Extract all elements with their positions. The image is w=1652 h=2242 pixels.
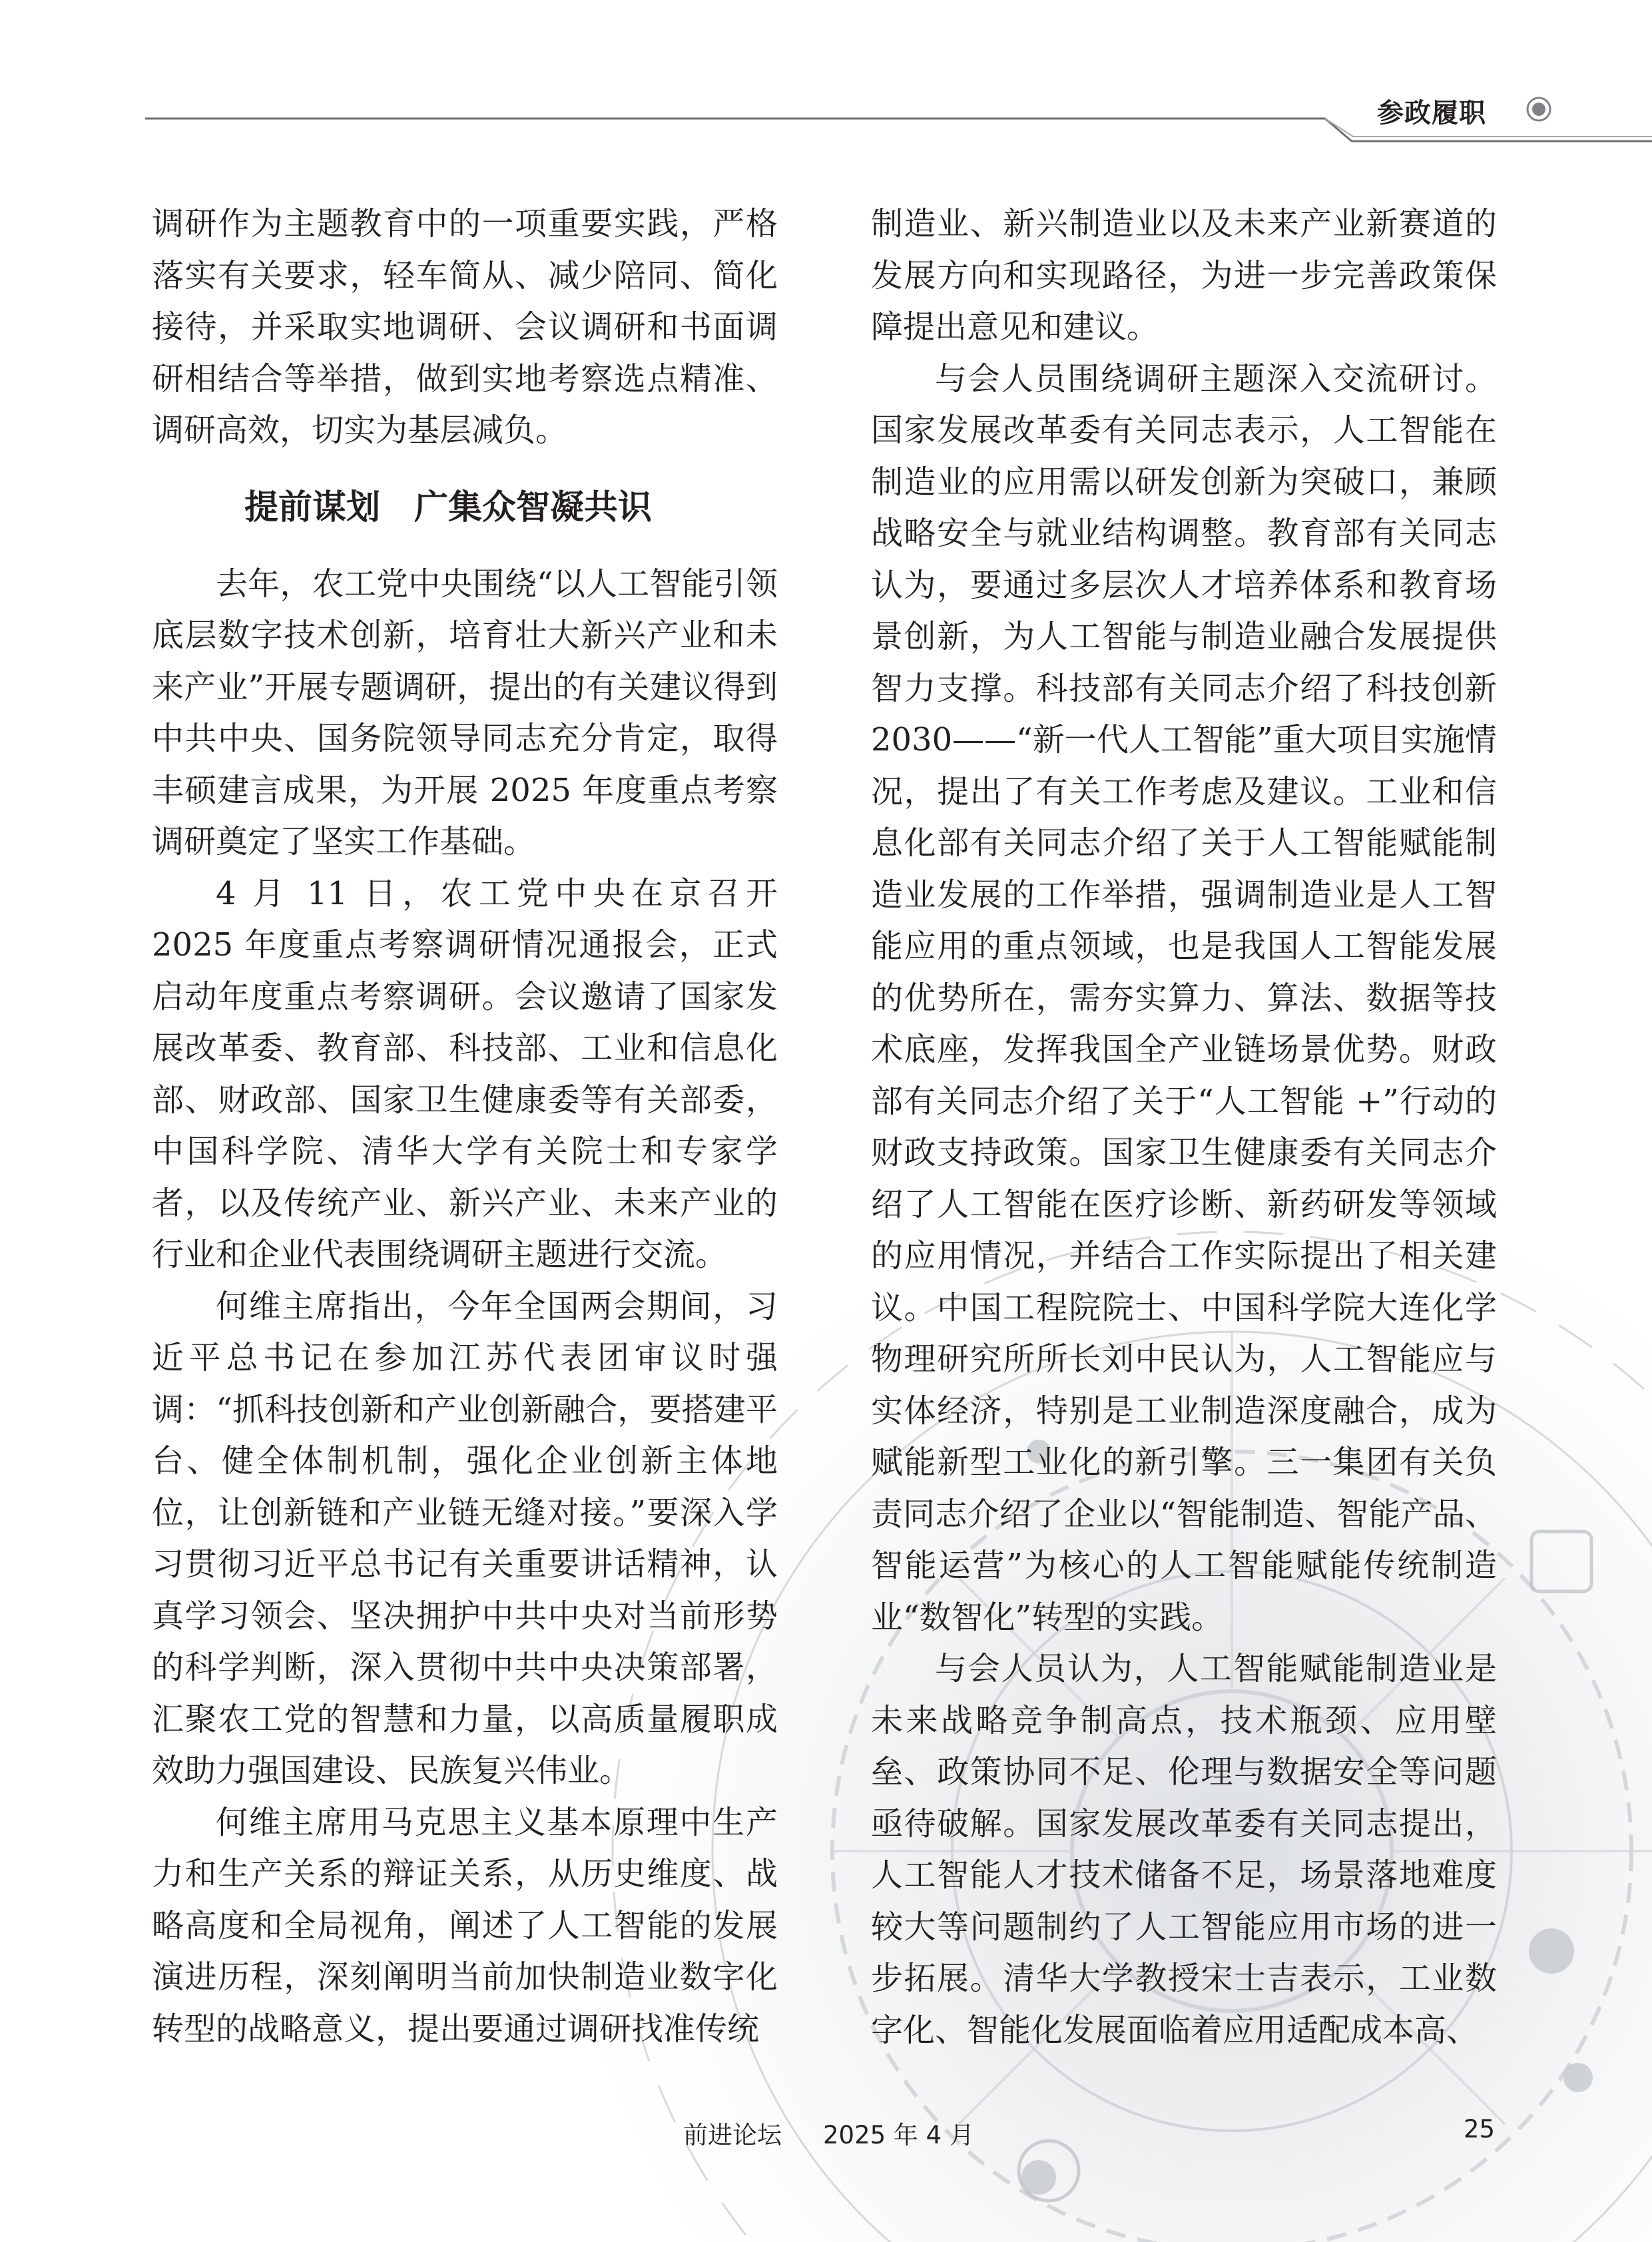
paragraph-continued: 制造业、新兴制造业以及未来产业新赛道的发展方向和实现路径，为进一步完善政策保障提出意见和建议。 [871,205,1497,346]
paragraph: 何维主席用马克思主义基本原理中生产力和生产关系的辩证关系，从历史维度、战略高度和全局视角，阐述了人工智能的发展演进历程，深刻阐明当前加快制造业数字化转型的战略意义，提出要通过调研找准传统 [152,1803,778,2048]
header-rule [0,0,1652,173]
page-number: 25 [1464,2115,1496,2143]
left-column [152,198,778,2055]
target-circle-icon [1525,96,1552,123]
paragraph: 何维主席指出，今年全国两会期间，习近平总书记在参加江苏代表团审议时强调：“抓科技创新和产业创新融合，要搭建平台、健全体制机制，强化企业创新主体地位，让创新链和产业链无缝对接。”要深入学习贯彻习近平总书记有关重要讲话精神，认真学习领会、坚决拥护中共中央对当前形势的科学判断，深入贯彻中共中央决策部署，汇聚农工党的智慧和力量，以高质量履职成效助力强国建设、民族复兴伟业。 [152,1287,778,1789]
paragraph: 与会人员围绕调研主题深入交流研讨。国家发展改革委有关同志表示，人工智能在制造业的应用需以研发创新为突破口，兼顾战略安全与就业结构调整。教育部有关同志认为，要通过多层次人才培养体系和教育场景创新，为人工智能与制造业融合发展提供智力支撑。科技部有关同志介绍了科技创新 2030——“新一代人工智能”重大项目实施情况，提出了有关工作考虑及建议。工业和信息化部有关同志介绍了关于人工智能赋能制造业发展的工作举措，强调制造业是人工智能应用的重点领域，也是我国人工智能发展的优势所在，需夯实算力、算法、数据等技术底座，发挥我国全产业链场景优势。财政部有关同志介绍了关于“人工智能 +”行动的财政支持政策。国家卫生健康委有关同志介绍了人工智能在医疗诊断、新药研发等领域的应用情况，并结合工作实际提出了相关建议。中国工程院院士、中国科学院大连化学物理研究所所长刘中民认为，人工智能应与实体经济，特别是工业制造深度融合，成为赋能新型工业化的新引擎。三一集团有关负责同志介绍了企业以“智能制造、智能产品、智能运营”为核心的人工智能赋能传统制造业“数智化”转型的实践。 [871,360,1497,1636]
paragraph-continued: 调研作为主题教育中的一项重要实践，严格落实有关要求，轻车简从、减少陪同、简化接待，并采取实地调研、会议调研和书面调研相结合等举措，做到实地考察选点精准、调研高效，切实为基层减负。 [152,205,778,449]
issue-date: 2025 年 4 月 [823,2121,974,2149]
paragraph: 去年，农工党中央围绕“以人工智能引领底层数字技术创新，培育壮大新兴产业和未来产业”开展专题调研，提出的有关建议得到中共中央、国务院领导同志充分肯定，取得丰硕建言成果，为开展 2025 年度重点考察调研奠定了坚实工作基础。 [152,565,778,860]
section-title: 参政履职 [1377,98,1486,129]
journal-name: 前进论坛 [683,2121,782,2149]
paragraph: 4 月 11 日，农工党中央在京召开 2025 年度重点考察调研情况通报会，正式启动年度重点考察调研。会议邀请了国家发展改革委、教育部、科技部、工业和信息化部、财政部、国家卫生健康委等有关部委，中国科学院、清华大学有关院士和专家学者，以及传统产业、新兴产业、未来产业的行业和企业代表围绕调研主题进行交流。 [152,874,778,1273]
section-heading: 提前谋划 广集众智凝共识 [244,487,653,527]
right-column [871,198,1497,2056]
paragraph: 与会人员认为，人工智能赋能制造业是未来战略竞争制高点，技术瓶颈、应用壁垒、政策协同不足、伦理与数据安全等问题亟待破解。国家发展改革委有关同志提出，人工智能人才技术储备不足，场景落地难度较大等问题制约了人工智能应用市场的进一步拓展。清华大学教授宋士吉表示，工业数字化、智能化发展面临着应用适配成本高、 [871,1650,1497,2049]
